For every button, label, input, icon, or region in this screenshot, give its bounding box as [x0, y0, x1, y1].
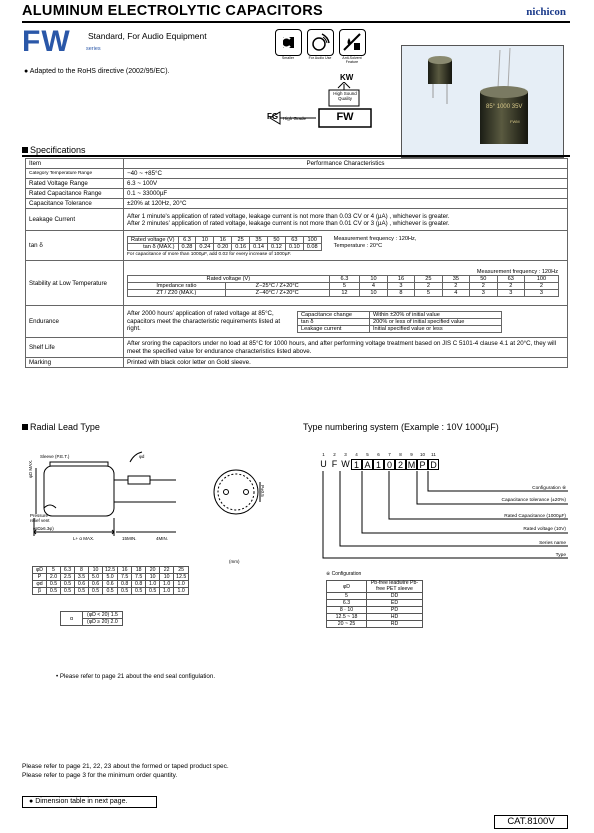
- tan-rv-label: Rated voltage (V): [128, 236, 179, 243]
- dim-head: φd: [33, 581, 47, 588]
- stab-r2-value: 3: [497, 289, 524, 296]
- row-label: tan δ: [26, 231, 124, 261]
- stab-r2-value: 10: [360, 289, 387, 296]
- tan-voltage: 100: [303, 236, 321, 243]
- dim-cell: 10: [89, 567, 103, 574]
- stab-voltage: 50: [470, 275, 497, 282]
- stab-r1-value: 5: [329, 282, 360, 289]
- product-photo: [401, 45, 564, 158]
- tan-meas-freq: Measurement frequency : 120Hz,: [333, 235, 417, 242]
- spec-row: [26, 179, 568, 189]
- dim-cell: 0.8: [118, 581, 132, 588]
- radial-pressure-sub: (φD≥6.3φ): [33, 526, 54, 531]
- dim-row: [33, 588, 189, 595]
- radial-4min-label: 4MIN.: [156, 536, 169, 541]
- leakage-line: After 2 minutes' application of rated voltage, leakage current is not more than 0.01 CV or 3 (µA) , whichever is greater.: [127, 219, 450, 227]
- row-value: [124, 231, 568, 261]
- dim-cell: 1.0: [174, 581, 189, 588]
- stab-r1-value: 2: [470, 282, 497, 289]
- stab-r2-value: 3: [524, 289, 558, 296]
- dim-cell: 10: [146, 574, 160, 581]
- dim-cell: 25: [174, 567, 189, 574]
- endurance-key: Capacitance change: [298, 311, 370, 318]
- type-char: 1: [373, 459, 384, 470]
- dim-cell: 1.0: [146, 581, 160, 588]
- tan-value: 0.24: [196, 243, 214, 250]
- for-audio-use-icon: [307, 29, 334, 56]
- type-position: 5: [366, 452, 369, 457]
- leakage-line: After 1 minute's application of rated voltage, leakage current is not more than 0.03 CV or 4 (µA) , whichever is greater.: [127, 212, 450, 220]
- dim-cell: 12.5: [103, 567, 118, 574]
- type-label: Configuration ※: [532, 486, 566, 491]
- row-label: Leakage Current: [26, 209, 124, 231]
- stab-r1-label: Z−25°C / Z+20°C: [225, 282, 329, 289]
- spec-row: [26, 199, 568, 209]
- lineage-fw: FW: [336, 111, 354, 123]
- row-label: Endurance: [26, 306, 124, 338]
- dim-cell: 0.6: [89, 581, 103, 588]
- cfg-cell: RD: [367, 621, 423, 628]
- type-position: 11: [431, 452, 436, 457]
- tan-value: 0.10: [285, 243, 303, 250]
- footer-note-2: Please refer to page 3 for the minimum order quantity.: [22, 772, 178, 779]
- spec-row: [26, 169, 568, 179]
- stab-voltage: 25: [415, 275, 442, 282]
- endurance-value: Within ±20% of initial value: [370, 311, 502, 318]
- col-item: Item: [26, 159, 124, 169]
- dim-cell: 0.5: [103, 588, 118, 595]
- stab-r2-value: 12: [329, 289, 360, 296]
- radial-15min-label: 15MIN.: [122, 536, 137, 541]
- dim-cell: 12.5: [174, 574, 189, 581]
- series-subtitle: Standard, For Audio Equipment: [88, 31, 207, 41]
- type-position: 4: [355, 452, 358, 457]
- icon-label: Anti-Solvent Feature: [342, 56, 362, 64]
- icon-label: For Audio Use: [308, 56, 332, 60]
- tan-voltage: 16: [214, 236, 232, 243]
- brand-logo: nichicon: [526, 6, 566, 18]
- dimension-table-link[interactable]: ● Dimension table in next page.: [22, 796, 157, 808]
- stab-zt-label: ZT / Z20 (MAX.): [128, 289, 226, 296]
- cfg-head: φD: [327, 581, 367, 593]
- dim-row: [33, 567, 189, 574]
- cfg-title: ※ Configuration: [326, 571, 362, 577]
- tan-voltage: 50: [267, 236, 285, 243]
- type-label: Series name: [539, 541, 566, 546]
- radial-L-label: L+ α MAX.: [73, 536, 95, 541]
- lineage-fg: FG: [267, 112, 279, 121]
- type-label: Rated voltage (10V): [523, 527, 566, 532]
- dim-row: [33, 581, 189, 588]
- type-position: 1: [322, 452, 325, 457]
- spec-rule: [22, 155, 570, 157]
- dim-cell: 5: [47, 567, 61, 574]
- type-code: [318, 459, 439, 470]
- header-divider: [22, 21, 570, 23]
- cfg-cell: DD: [367, 593, 423, 600]
- dim-cell: 0.6: [103, 581, 118, 588]
- tan-value: 0.12: [267, 243, 285, 250]
- dim-cell: 0.5: [132, 588, 146, 595]
- smaller-icon: [275, 29, 302, 56]
- stability-meas-freq: Measurement frequency : 120Hz: [476, 268, 558, 275]
- dim-cell: 2.5: [61, 574, 75, 581]
- type-position: 10: [419, 452, 425, 457]
- lineage-diagram: [258, 82, 398, 132]
- stab-voltage: 63: [497, 275, 524, 282]
- dimension-table-link-label: Dimension table in next page.: [35, 798, 128, 805]
- footer-note-1: Please refer to page 21, 22, 23 about the formed or taped product spec.: [22, 763, 229, 770]
- stab-voltage: 100: [524, 275, 558, 282]
- type-label: Rated Capacitance (1000µF): [504, 514, 566, 519]
- cfg-cell: ED: [367, 600, 423, 607]
- bullet-square-icon: [22, 424, 28, 430]
- dim-cell: 1.0: [174, 588, 189, 595]
- endurance-value: 200% or less of initial specified value: [370, 318, 502, 325]
- type-char: 0: [384, 459, 395, 470]
- endurance-text: After 2000 hours' application of rated voltage at 85°C, capacitors meet the characteristic requirements listed at right.: [127, 310, 281, 333]
- radial-P-label: P±0.5: [260, 485, 265, 497]
- dim-cell: 0.5: [61, 588, 75, 595]
- alpha-table: [60, 611, 123, 626]
- type-char: U: [320, 459, 327, 469]
- series-code: FW: [22, 25, 71, 58]
- row-value: [124, 306, 568, 338]
- tan-voltage: 10: [196, 236, 214, 243]
- tan-voltage: 6.3: [178, 236, 196, 243]
- dim-head: P: [33, 574, 47, 581]
- dim-cell: 0.6: [75, 581, 89, 588]
- stab-r1-value: 2: [524, 282, 558, 289]
- cfg-cell: PD: [367, 607, 423, 614]
- tan-temperature: Temperature : 20°C: [333, 242, 383, 249]
- cfg-head: Pb-free leadwire Pb-free PET sleeve: [367, 581, 423, 593]
- type-position: 8: [399, 452, 402, 457]
- dimension-table: [32, 566, 189, 595]
- type-char: D: [428, 459, 439, 470]
- type-char: 1: [351, 459, 362, 470]
- end-seal-note: • Please refer to page 21 about the end seal configulation.: [56, 673, 216, 680]
- tan-voltage: 35: [250, 236, 268, 243]
- stab-r2-label: Z−40°C / Z+20°C: [225, 289, 329, 296]
- type-positions: [318, 452, 439, 457]
- radial-sleeve-label: Sleeve (P.E.T.): [40, 454, 70, 459]
- stab-r2-value: 4: [442, 289, 469, 296]
- tan-voltage: 25: [232, 236, 250, 243]
- spec-row: [26, 209, 568, 231]
- type-position: 7: [388, 452, 391, 457]
- row-label: Marking: [26, 358, 124, 368]
- spec-row: [26, 261, 568, 306]
- stab-r2-value: 3: [470, 289, 497, 296]
- dim-cell: 0.5: [118, 588, 132, 595]
- stab-rv-label: Rated voltage (V): [128, 275, 330, 282]
- col-performance: Performance Characteristics: [124, 159, 568, 169]
- photo-sleeve-small: FWM: [510, 119, 520, 124]
- radial-phiD-label: φD MAX.: [28, 459, 33, 478]
- dim-cell: 0.5: [75, 588, 89, 595]
- spec-heading: Specifications: [22, 145, 86, 155]
- stab-r2-value: 8: [387, 289, 414, 296]
- endurance-value: Initial specified value or less: [370, 325, 502, 332]
- type-char: M: [407, 460, 416, 470]
- type-position: 6: [377, 452, 380, 457]
- dim-cell: 0.5: [61, 581, 75, 588]
- stab-r2-value: 5: [415, 289, 442, 296]
- alpha-symbol: α: [61, 612, 83, 626]
- row-value: −40 ~ +85°C: [124, 169, 568, 179]
- type-char: A: [362, 459, 373, 470]
- stab-r1-value: 2: [442, 282, 469, 289]
- bullet-square-icon: [22, 147, 28, 153]
- feature-audio: [307, 29, 336, 60]
- spec-row: [26, 338, 568, 358]
- cfg-cell: 8 · 10: [327, 607, 367, 614]
- row-label: Rated Capacitance Range: [26, 189, 124, 199]
- dim-head: φD: [33, 567, 47, 574]
- spec-row: [26, 231, 568, 261]
- lineage-high-sound-quality: High Sound Quality: [333, 91, 357, 101]
- dim-cell: 10: [160, 574, 174, 581]
- dim-cell: 8: [75, 567, 89, 574]
- stability-table: [127, 275, 559, 297]
- row-label: Capacitance Tolerance: [26, 199, 124, 209]
- dim-cell: 0.5: [47, 581, 61, 588]
- stab-voltage: 10: [360, 275, 387, 282]
- dim-cell: 5.0: [103, 574, 118, 581]
- type-char: F: [331, 459, 338, 469]
- row-label: Category Temperature Range: [26, 169, 124, 179]
- row-label: Stability at Low Temperature: [26, 261, 124, 306]
- dim-cell: 2.0: [47, 574, 61, 581]
- dim-cell: 18: [132, 567, 146, 574]
- lineage-high-grade: High Grade: [283, 116, 307, 121]
- anti-solvent-icon: [339, 29, 366, 56]
- type-char: W: [341, 459, 350, 469]
- type-numbering-title: Type numbering system (Example : 10V 1000µF): [303, 422, 499, 432]
- dim-cell: 5.0: [89, 574, 103, 581]
- stab-r1-value: 2: [497, 282, 524, 289]
- dim-cell: 0.5: [146, 588, 160, 595]
- tan-value: 0.28: [178, 243, 196, 250]
- tan-note: For capacitance of more than 1000µF, add 0.02 for every increase of 1000µF.: [127, 251, 292, 257]
- row-value: 6.3 ~ 100V: [124, 179, 568, 189]
- dim-cell: 6.3: [61, 567, 75, 574]
- stab-imp-label: Impedance ratio: [128, 282, 226, 289]
- catalog-number: CAT.8100V: [494, 815, 568, 829]
- row-value: ±20% at 120Hz, 20°C: [124, 199, 568, 209]
- stab-voltage: 35: [442, 275, 469, 282]
- radial-drawing: [30, 448, 180, 548]
- row-value: 0.1 ~ 33000µF: [124, 189, 568, 199]
- radial-heading: Radial Lead Type: [22, 422, 100, 432]
- spec-row: [26, 189, 568, 199]
- dim-unit: (mm): [229, 559, 240, 564]
- type-label: Type: [555, 553, 566, 558]
- type-label: Capacitance tolerance (±20%): [501, 498, 566, 503]
- cfg-cell: HD: [367, 614, 423, 621]
- stab-r1-value: 3: [387, 282, 414, 289]
- radial-phid-label: φd: [139, 454, 145, 459]
- dim-cell: 0.5: [89, 588, 103, 595]
- type-char: P: [417, 459, 428, 470]
- dim-cell: 22: [160, 567, 174, 574]
- alpha-row: (φD ≥ 20) 2.0: [83, 619, 123, 626]
- spec-header-row: [26, 159, 568, 169]
- endurance-key: tan δ: [298, 318, 370, 325]
- dim-cell: 1.0: [160, 581, 174, 588]
- stab-r1-value: 4: [360, 282, 387, 289]
- tan-value: 0.16: [232, 243, 250, 250]
- tan-value: 0.14: [250, 243, 268, 250]
- cfg-cell: 20 ~ 25: [327, 621, 367, 628]
- rohs-note: ● Adapted to the RoHS directive (2002/95/EC).: [24, 68, 170, 75]
- tan-table: [127, 236, 322, 251]
- photo-sleeve-text: 85° 1000 35V: [486, 104, 523, 110]
- configuration-table: [326, 580, 423, 628]
- row-label: Rated Voltage Range: [26, 179, 124, 189]
- type-position: 3: [344, 452, 347, 457]
- row-label: Shelf Life: [26, 338, 124, 358]
- feature-anti-solvent: [339, 29, 368, 64]
- cfg-cell: 5: [327, 593, 367, 600]
- stab-r1-value: 2: [415, 282, 442, 289]
- dim-cell: 7.5: [118, 574, 132, 581]
- row-value: Printed with black color letter on Gold sleeve.: [124, 358, 568, 368]
- radial-pressure-label: Pressure relief vent: [30, 513, 50, 523]
- dim-cell: 16: [118, 567, 132, 574]
- dim-cell: 0.8: [132, 581, 146, 588]
- row-value: [124, 261, 568, 306]
- stab-voltage: 6.3: [329, 275, 360, 282]
- dim-head: β: [33, 588, 47, 595]
- row-value: [124, 209, 568, 231]
- dim-cell: 20: [146, 567, 160, 574]
- cfg-cell: 12.5 ~ 18: [327, 614, 367, 621]
- endurance-table: [297, 311, 502, 333]
- tan-max-label: tan δ (MAX.): [128, 243, 179, 250]
- icon-label: Smaller: [281, 56, 295, 60]
- alpha-row: (φD < 20) 1.5: [83, 612, 123, 619]
- dim-cell: 3.5: [75, 574, 89, 581]
- row-value: After sroring the capacitors under no load at 85°C for 1000 hours, and after performing voltage treatment based on JIS C 5101-4 clause 4.1 at 20°C, they will meet the specified value for endurance characteristics listed above.: [124, 338, 568, 358]
- stab-voltage: 16: [387, 275, 414, 282]
- feature-smaller: [275, 29, 304, 60]
- cfg-cell: 6.3: [327, 600, 367, 607]
- dim-row: [33, 574, 189, 581]
- tan-value: 0.20: [214, 243, 232, 250]
- lineage-kw: KW: [340, 73, 354, 82]
- tan-value: 0.08: [303, 243, 321, 250]
- dim-cell: 7.5: [132, 574, 146, 581]
- dim-cell: 0.5: [47, 588, 61, 595]
- type-position: 2: [333, 452, 336, 457]
- spec-row: [26, 306, 568, 338]
- page-title: ALUMINUM ELECTROLYTIC CAPACITORS: [22, 3, 323, 19]
- dim-cell: 1.0: [160, 588, 174, 595]
- type-char: 2: [395, 459, 406, 470]
- type-position: 9: [410, 452, 413, 457]
- series-label: series: [86, 46, 101, 52]
- endurance-key: Leakage current: [298, 325, 370, 332]
- spec-row: [26, 358, 568, 368]
- spec-table: [25, 158, 568, 368]
- tan-voltage: 63: [285, 236, 303, 243]
